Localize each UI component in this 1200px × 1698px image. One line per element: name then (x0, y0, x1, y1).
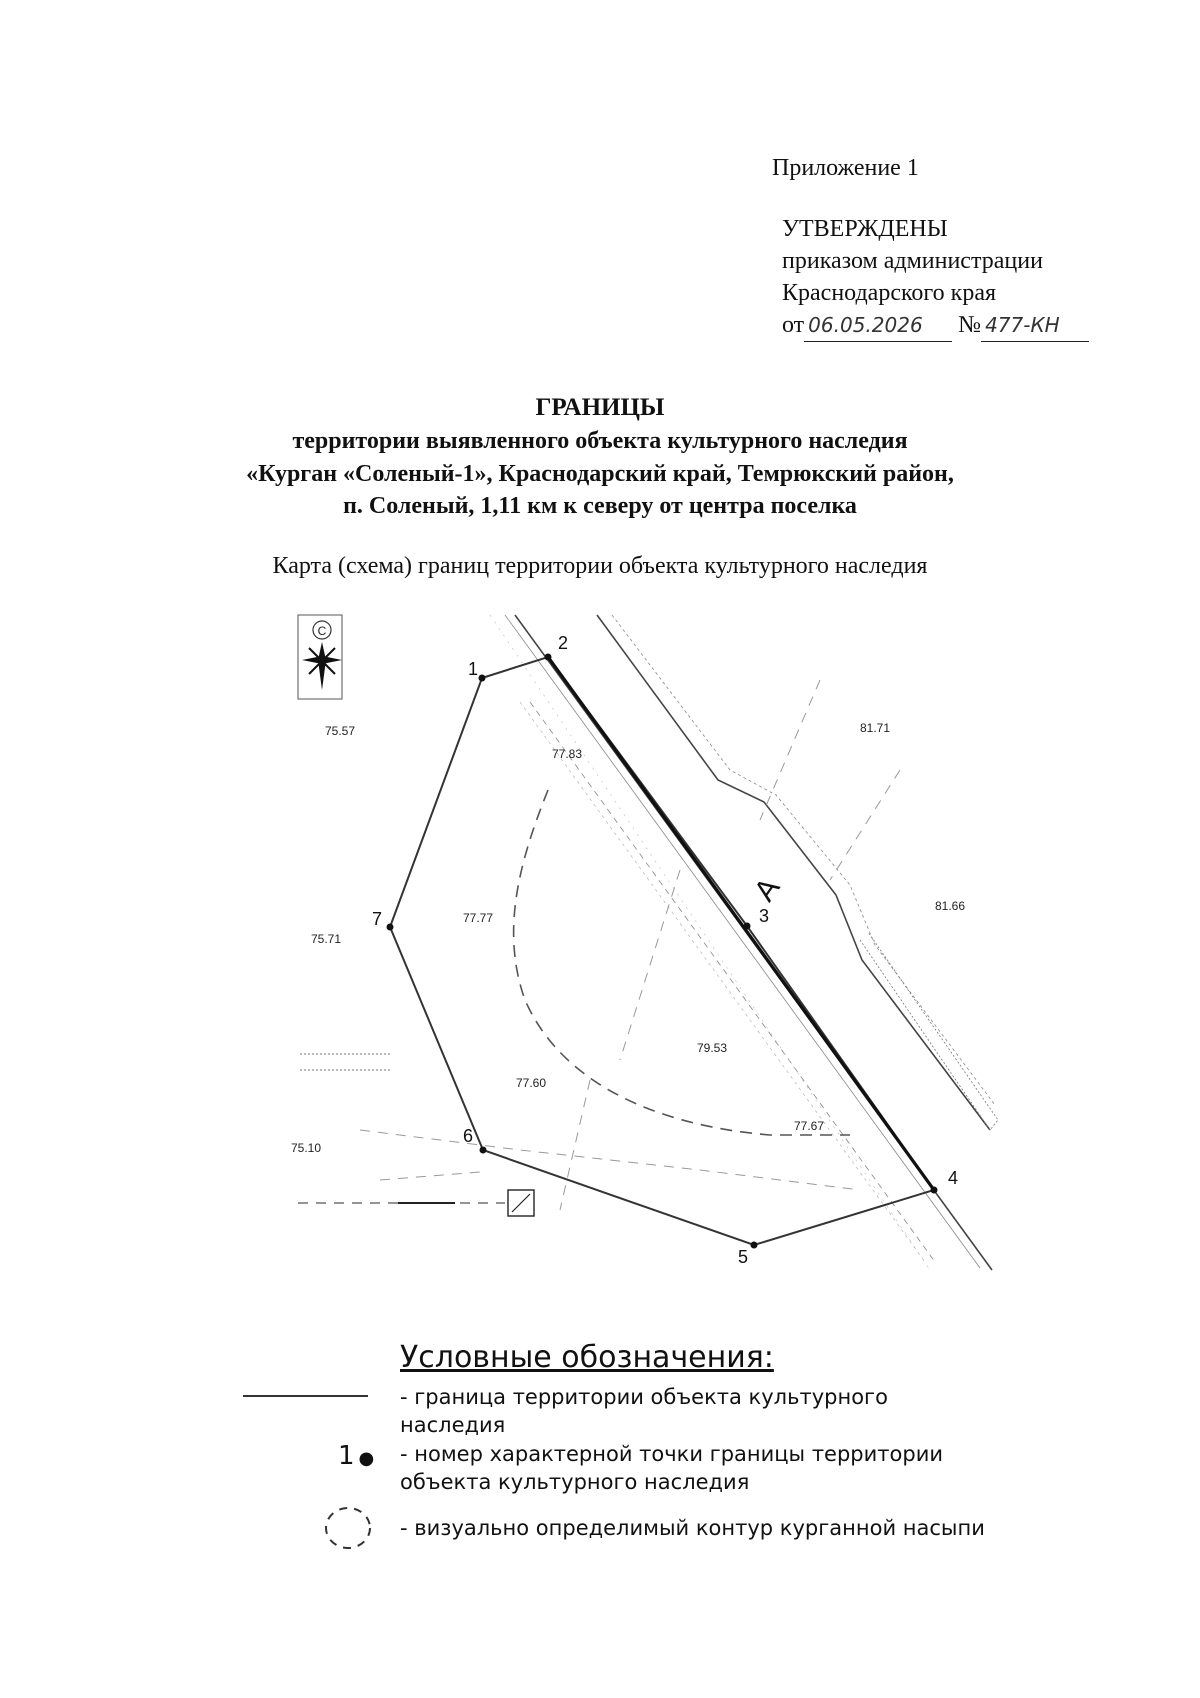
map-caption: Карта (схема) границ территории объекта культурного наследия (272, 553, 928, 579)
boundary-point-dot (479, 675, 486, 682)
number-prefix: № (958, 312, 982, 338)
region-label: Краснодарского края (782, 280, 997, 306)
boundary-point-label: 5 (738, 1247, 749, 1267)
elevation-label: 77.67 (793, 1119, 825, 1133)
survey-marker (298, 1190, 534, 1216)
elevation-label: 77.77 (462, 911, 494, 925)
compass-icon (298, 615, 342, 699)
legend-item-mound: - визуально определимый контур курганной насыпи (400, 1516, 985, 1540)
legend-title: Условные обозначения: (400, 1340, 774, 1375)
dashed-circle-icon (320, 1502, 376, 1554)
boundary-point-label: 2 (558, 633, 569, 653)
road-label: А (747, 871, 787, 908)
elevation-label: 79.53 (696, 1041, 728, 1055)
elevation-label: 81.66 (934, 899, 966, 913)
title-line-2: «Курган «Соленый-1», Краснодарский край, Темрюкский район, (246, 461, 954, 487)
boundary-point-dot (545, 654, 552, 661)
elevation-label: 81.71 (859, 721, 891, 735)
boundary-point-dot (751, 1242, 758, 1249)
hatched-symbol (300, 1054, 392, 1070)
page-title: ГРАНИЦЫ (535, 394, 665, 421)
legend-point-symbol (338, 1442, 374, 1473)
date-prefix: от (782, 312, 805, 338)
title-line-1: территории выявленного объекта культурного наследия (292, 428, 908, 454)
boundary-point-dot (744, 923, 751, 930)
boundary-point-dot (931, 1187, 938, 1194)
title-line-3: п. Соленый, 1,11 км к северу от центра поселка (343, 493, 857, 519)
legend-item-point: - номер характерной точки границы территории объекта культурного наследия (400, 1442, 943, 1494)
approved-label: УТВЕРЖДЕНЫ (782, 216, 948, 242)
elevation-label: 75.57 (324, 724, 356, 738)
appendix-label: Приложение 1 (772, 155, 919, 181)
elevation-label: 77.83 (551, 747, 583, 761)
legend-line-symbol (243, 1395, 368, 1397)
heritage-boundary (390, 657, 934, 1245)
legend-item-boundary: - граница территории объекта культурного наследия (400, 1385, 888, 1437)
handwritten-number: 477-КН (981, 309, 1089, 342)
boundary-point-label: 7 (372, 909, 383, 929)
legend-point-number: 1 (338, 1441, 355, 1471)
elevation-label: 75.71 (310, 932, 342, 946)
boundary-point-label: 4 (948, 1168, 959, 1188)
boundary-road-edge (548, 657, 934, 1190)
elevation-label: 77.60 (515, 1076, 547, 1090)
boundary-point-label: 6 (463, 1126, 474, 1146)
boundary-point-label: 3 (759, 906, 770, 926)
order-label: приказом администрации (782, 248, 1043, 274)
boundary-point-dot (480, 1147, 487, 1154)
handwritten-date: 06.05.2026 (804, 309, 952, 342)
boundary-point-label: 1 (468, 659, 479, 679)
elevation-label: 75.10 (290, 1141, 322, 1155)
point-dot-icon: ● (358, 1448, 375, 1469)
compass-letter: С (317, 624, 327, 638)
boundary-point-dot (387, 924, 394, 931)
